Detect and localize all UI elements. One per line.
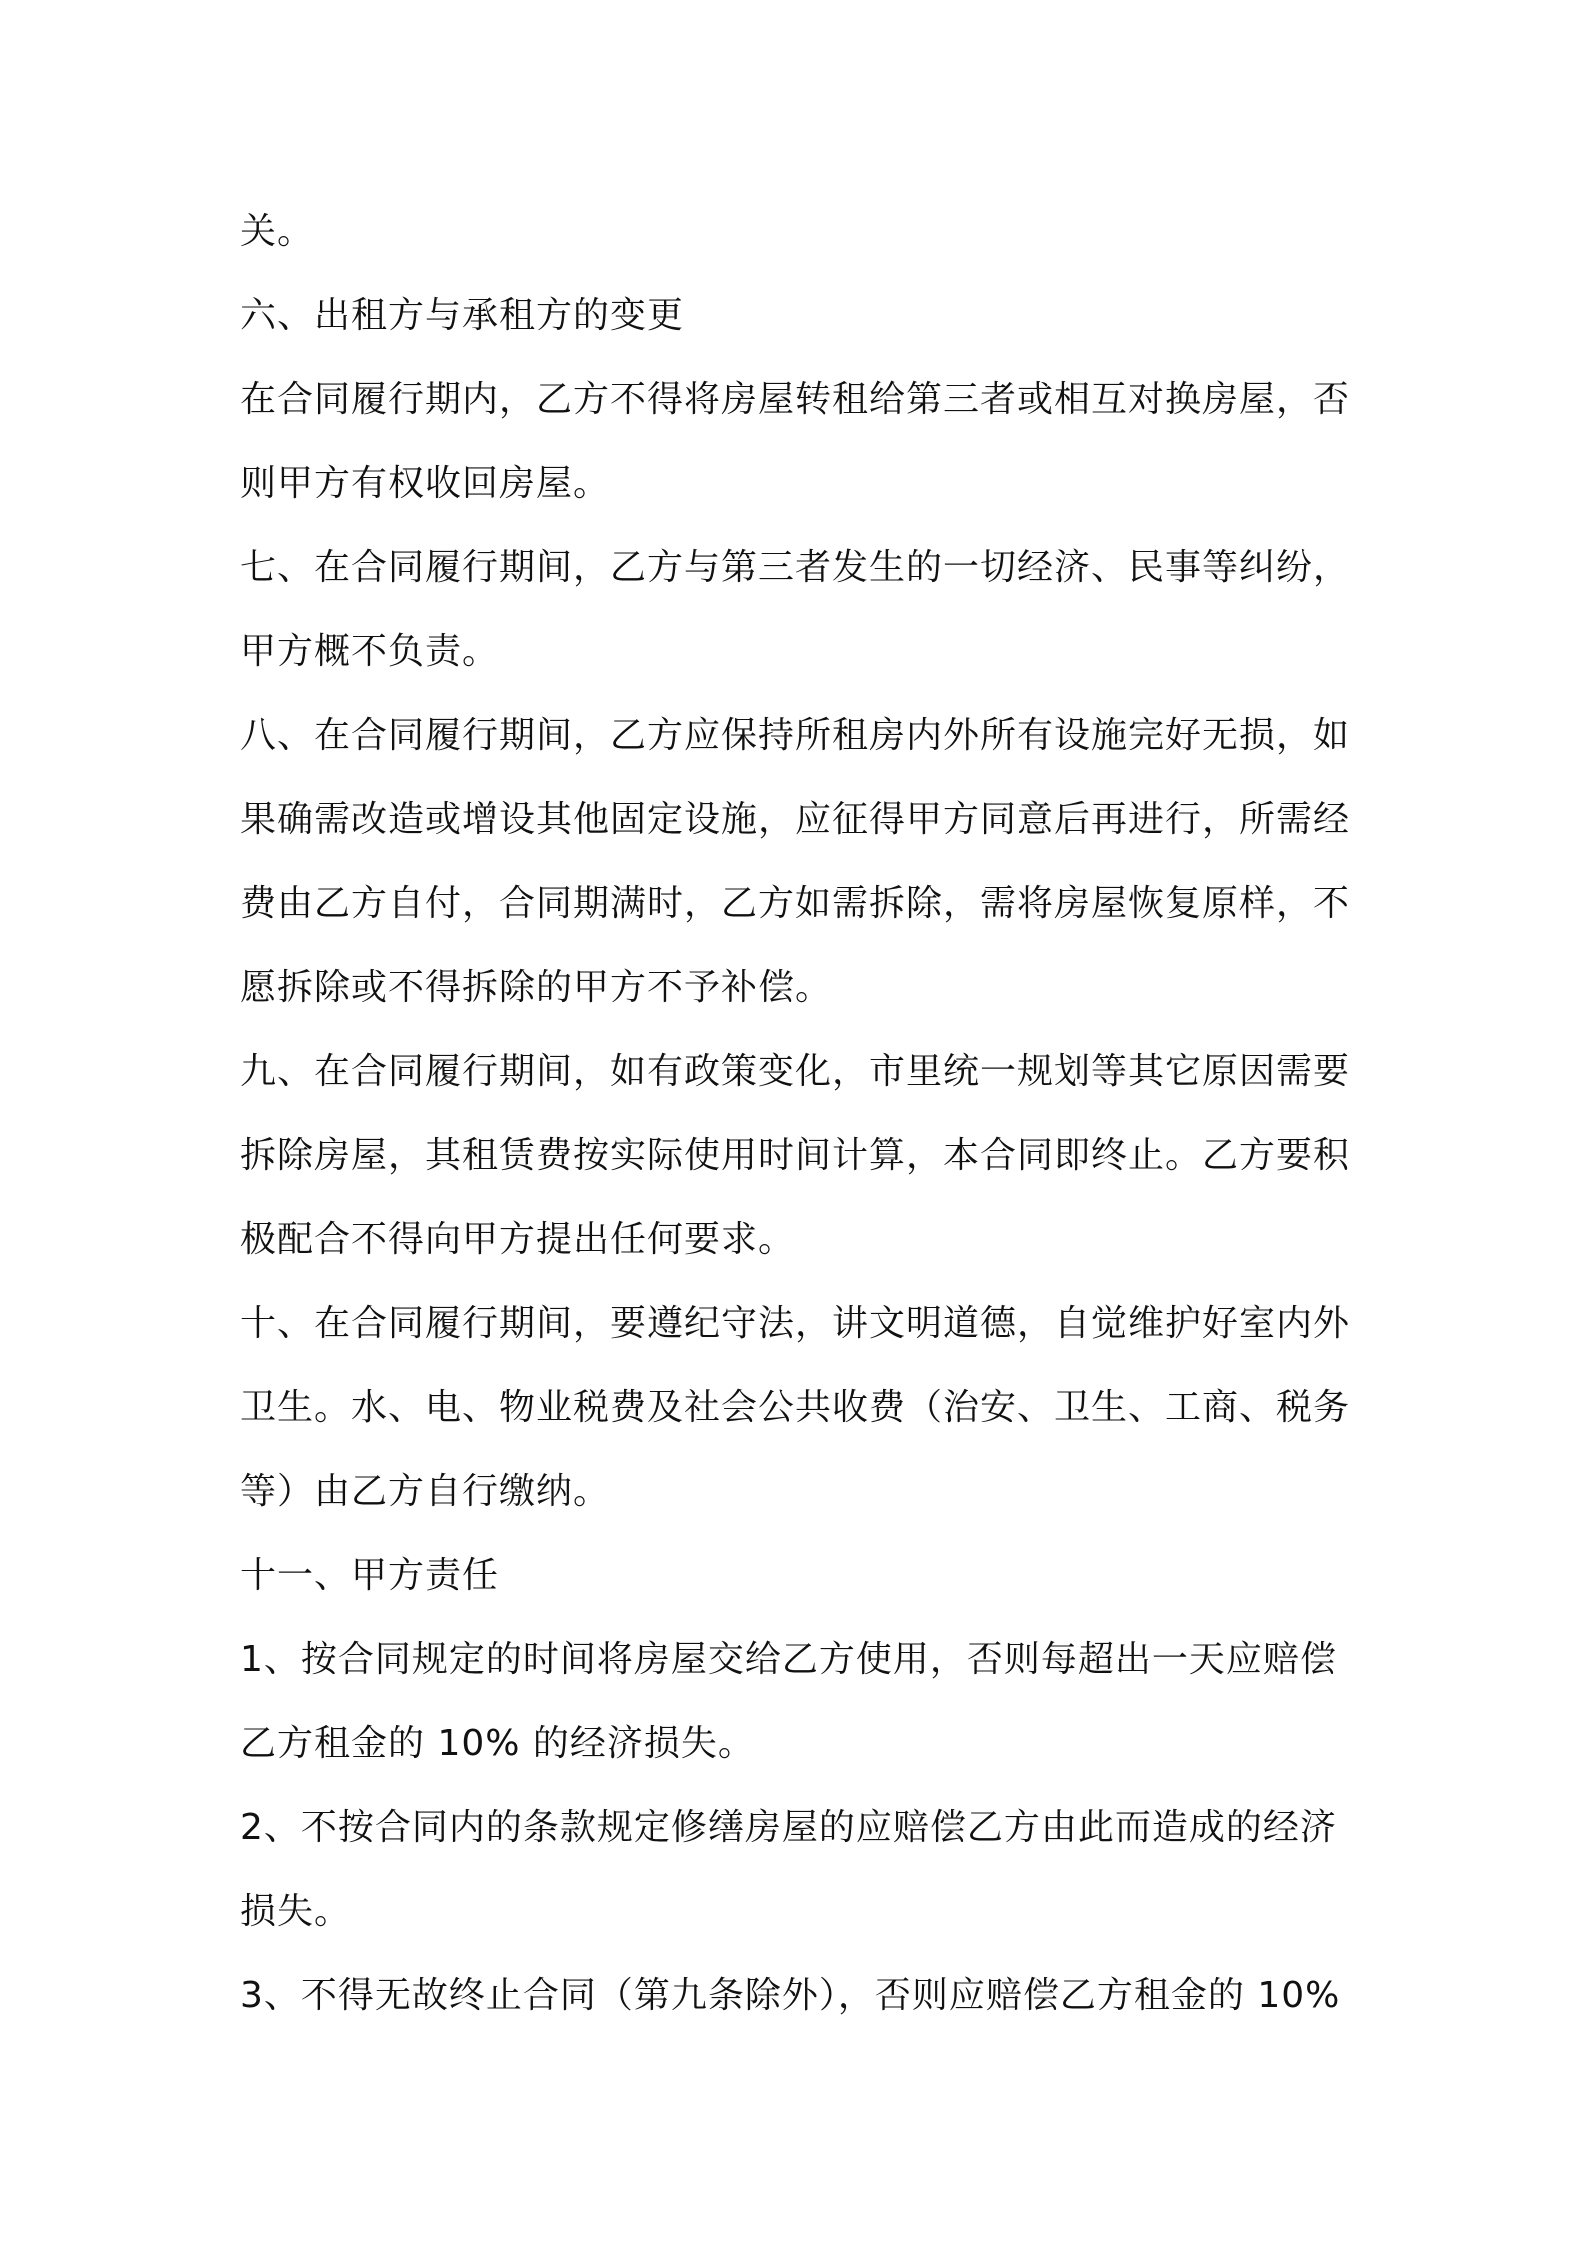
clause-9-line-2: 拆除房屋，其租赁费按实际使用时间计算，本合同即终止。乙方要积	[240, 1135, 1351, 1176]
clause-7-line-2: 甲方概不负责。	[240, 631, 500, 672]
clause-10-line-2: 卫生。水、电、物业税费及社会公共收费（治安、卫生、工商、税务	[240, 1387, 1351, 1428]
clause-8-line-1: 八、在合同履行期间，乙方应保持所租房内外所有设施完好无损，如	[240, 715, 1351, 756]
item-2-line-1: 2、不按合同内的条款规定修缮房屋的应赔偿乙方由此而造成的经济	[240, 1807, 1337, 1848]
section-heading-11: 十一、甲方责任	[240, 1555, 500, 1596]
text-line-3: 在合同履行期内，乙方不得将房屋转租给第三者或相互对换房屋，否	[240, 379, 1351, 420]
item-1-line-2: 乙方租金的 10% 的经济损失。	[240, 1723, 755, 1764]
clause-9-line-3: 极配合不得向甲方提出任何要求。	[240, 1219, 796, 1260]
item-1-line-1: 1、按合同规定的时间将房屋交给乙方使用，否则每超出一天应赔偿	[240, 1639, 1337, 1680]
clause-8-line-4: 愿拆除或不得拆除的甲方不予补偿。	[240, 967, 833, 1008]
clause-8-line-3: 费由乙方自付，合同期满时，乙方如需拆除，需将房屋恢复原样，不	[240, 883, 1351, 924]
clause-10-line-1: 十、在合同履行期间，要遵纪守法，讲文明道德，自觉维护好室内外	[240, 1303, 1351, 1344]
section-heading-6: 六、出租方与承租方的变更	[240, 295, 685, 336]
clause-9-line-1: 九、在合同履行期间，如有政策变化，市里统一规划等其它原因需要	[240, 1051, 1351, 1092]
text-line-1: 关。	[240, 211, 315, 252]
document-body	[240, 190, 1360, 2038]
clause-7-line-1: 七、在合同履行期间，乙方与第三者发生的一切经济、民事等纠纷，	[240, 547, 1351, 588]
clause-10-line-3: 等）由乙方自行缴纳。	[240, 1471, 611, 1512]
item-2-line-2: 损失。	[240, 1891, 352, 1932]
clause-8-line-2: 果确需改造或增设其他固定设施，应征得甲方同意后再进行，所需经	[240, 799, 1351, 840]
item-3-line-1: 3、不得无故终止合同（第九条除外），否则应赔偿乙方租金的 10%	[240, 1975, 1341, 2016]
text-line-4: 则甲方有权收回房屋。	[240, 463, 611, 504]
